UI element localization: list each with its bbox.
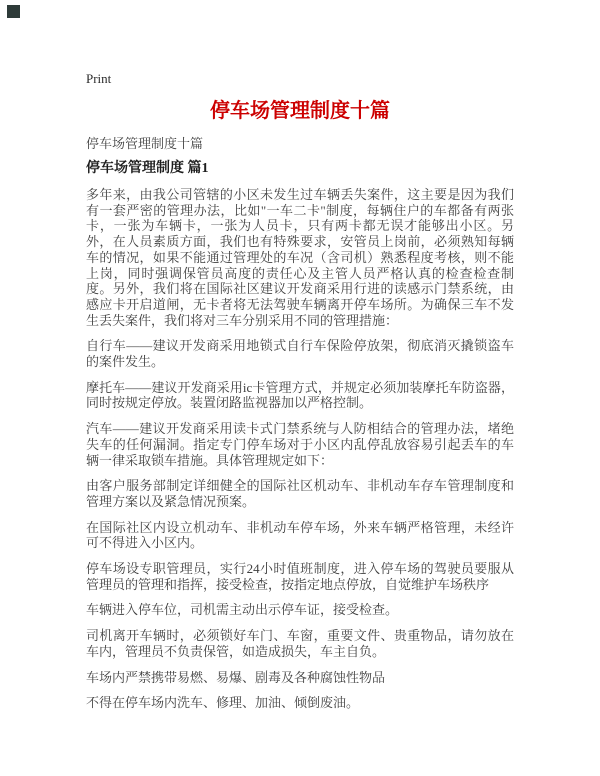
paragraph-rule-4: 车辆进入停车位，司机需主动出示停车证，接受检查。 [86, 602, 399, 618]
page-subtitle: 停车场管理制度十篇 [86, 136, 204, 151]
print-link[interactable]: Print [86, 71, 112, 86]
paragraph-rule-3: 停车场设专职管理员，实行24小时值班制度，进入停车场的驾驶员要服从管理员的管理和指挥，接受检查，按指定地点停放，自觉维护车场秩序 [86, 561, 514, 592]
paragraph-bicycle: 自行车——建议开发商采用地锁式自行车保险停放架，彻底消灭撬锁盗车的案件发生。 [86, 338, 514, 370]
paragraph-rule-7: 不得在停车场内洗车、修理、加油、倾倒废油。 [86, 695, 360, 711]
article-body [86, 187, 514, 711]
page-title: 停车场管理制度十篇 [210, 100, 390, 122]
paragraph-rule-2: 在国际社区内设立机动车、非机动车停车场，外来车辆严格管理，未经许可不得进入小区内。 [86, 519, 514, 551]
paragraph-rule-5: 司机离开车辆时，必须锁好车门、车窗，重要文件、贵重物品，请勿放在车内，管理员不负责保管，如造成损失，车主自负。 [86, 628, 514, 659]
paragraph-motorcycle: 摩托车——建议开发商采用ic卡管理方式，并规定必须加装摩托车防盗器，同时按规定停放。装置闭路监视器加以严格控制。 [86, 379, 514, 411]
paragraph-rule-1: 由客户服务部制定详细健全的国际社区机动车、非机动车存车管理制度和管理方案以及紧急情况预案。 [86, 478, 514, 509]
paragraph-intro: 多年来，由我公司管辖的小区未发生过车辆丢失案件，这主要是因为我们有一套严密的管理办法，比如"一车二卡"制度，每辆住户的车都备有两张卡，一张为车辆卡，一张为人员卡，只有两卡都无误才能够出小区。另外，在人员素质方面，我们也有特殊要求，安管员上岗前，必须熟知每辆车的情况，如果不能通过管理处的车况（含司机）熟悉程度考核，则不能上岗，同时强调保管员高度的责任心及主管人员严格认真的检查检查制度。另外，我们将在国际社区建议开发商采用行进的读感示门禁系统，由感应卡开启道闸，无卡者将无法驾驶车辆离开停车场所。为确保三车不发生丢失案件，我们将对三车分别采用不同的管理措施： [86, 187, 514, 328]
paragraph-rule-6: 车场内严禁携带易燃、易爆、剧毒及各种腐蚀性物品 [86, 669, 386, 685]
section-heading: 停车场管理制度 篇1 [86, 161, 209, 176]
paragraph-car: 汽车——建议开发商采用读卡式门禁系统与人防相结合的管理办法，堵绝失车的任何漏洞。指定专门停车场对于小区内乱停乱放容易引起丢车的车辆一律采取锁车措施。具体管理规定如下： [86, 421, 514, 468]
corner-icon [7, 5, 20, 18]
